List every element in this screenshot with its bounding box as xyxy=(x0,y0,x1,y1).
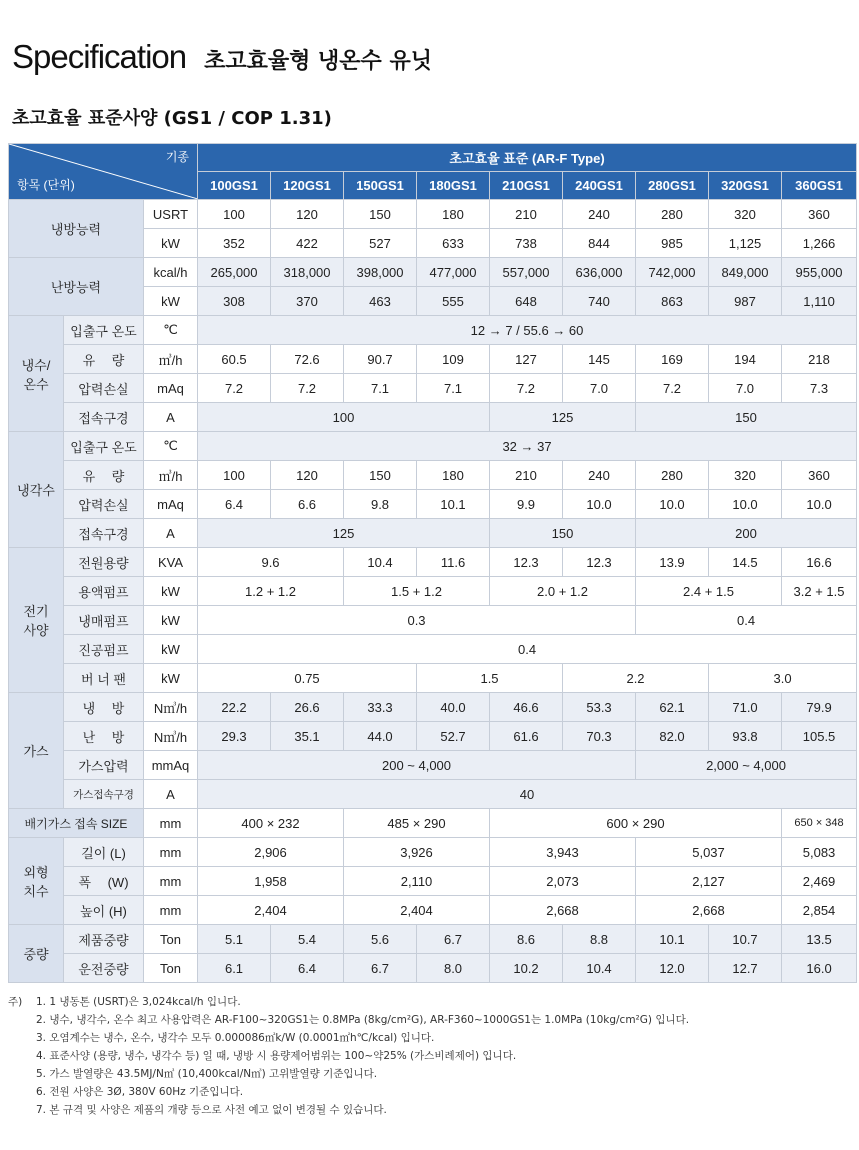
value-cell: 7.2 xyxy=(636,374,709,403)
value-cell: 82.0 xyxy=(636,722,709,751)
value-cell: 35.1 xyxy=(271,722,344,751)
item-label: 운전중량 xyxy=(64,954,144,983)
value-cell: 150 xyxy=(344,461,417,490)
value-cell: 360 xyxy=(782,461,857,490)
model-header: 280GS1 xyxy=(636,172,709,200)
notes-label: 주) xyxy=(8,996,23,1008)
value-cell: 53.3 xyxy=(563,693,636,722)
value-cell: 318,000 xyxy=(271,258,344,287)
item-label: 용액펌프 xyxy=(64,577,144,606)
value-cell: 150 xyxy=(344,200,417,229)
title-english: Specification xyxy=(12,38,187,75)
value-cell: 308 xyxy=(198,287,271,316)
unit-cell: kW xyxy=(144,606,198,635)
category-dimensions: 외형 치수 xyxy=(9,838,64,925)
table-row xyxy=(9,693,857,722)
unit-cell: kcal/h xyxy=(144,258,198,287)
table-row xyxy=(9,838,857,867)
value-cell: 2,110 xyxy=(344,867,490,896)
value-cell: 600 × 290 xyxy=(490,809,782,838)
table-row xyxy=(9,925,857,954)
note-text: 7. 본 규격 및 사양은 제품의 개량 등으로 사전 예고 없이 변경될 수 있습니다. xyxy=(36,1104,387,1116)
note-text: 3. 오염계수는 냉수, 온수, 냉각수 모두 0.000086㎡k/W (0.0001㎡h℃/kcal) 입니다. xyxy=(36,1032,435,1044)
table-row xyxy=(9,954,857,983)
value-cell: 105.5 xyxy=(782,722,857,751)
table-row xyxy=(9,345,857,374)
value-cell: 6.4 xyxy=(198,490,271,519)
item-label: 냉매펌프 xyxy=(64,606,144,635)
value-cell: 2,469 xyxy=(782,867,857,896)
item-label: 유 량 xyxy=(64,461,144,490)
value-cell: 127 xyxy=(490,345,563,374)
value-cell: 10.2 xyxy=(490,954,563,983)
category-cooling-capacity: 냉방능력 xyxy=(9,200,144,258)
value-cell: 10.4 xyxy=(563,954,636,983)
value-cell: 194 xyxy=(709,345,782,374)
value-cell: 46.6 xyxy=(490,693,563,722)
value-cell: 6.7 xyxy=(417,925,490,954)
category-electric: 전기 사양 xyxy=(9,548,64,693)
value-cell: 120 xyxy=(271,200,344,229)
category-gas: 가스 xyxy=(9,693,64,809)
unit-cell: USRT xyxy=(144,200,198,229)
page-title xyxy=(12,38,432,76)
unit-cell: N㎥/h xyxy=(144,722,198,751)
value-cell: 100 xyxy=(198,200,271,229)
table-row xyxy=(9,548,857,577)
value-cell: 2,404 xyxy=(198,896,344,925)
value-cell: 145 xyxy=(563,345,636,374)
value-cell: 10.0 xyxy=(563,490,636,519)
value-cell: 7.3 xyxy=(782,374,857,403)
value-cell: 8.8 xyxy=(563,925,636,954)
value-cell: 0.75 xyxy=(198,664,417,693)
value-cell: 100 xyxy=(198,403,490,432)
value-cell: 5,083 xyxy=(782,838,857,867)
value-cell: 955,000 xyxy=(782,258,857,287)
title-korean: 초고효율형 냉온수 유닛 xyxy=(204,49,432,74)
model-header: 360GS1 xyxy=(782,172,857,200)
value-cell: 738 xyxy=(490,229,563,258)
item-header-label: 항목 (단위) xyxy=(17,178,75,192)
note-item xyxy=(8,1065,689,1083)
category-cooling-water: 냉각수 xyxy=(9,432,64,548)
value-cell: 5.6 xyxy=(344,925,417,954)
unit-cell: ㎥/h xyxy=(144,461,198,490)
item-label: 높이 (H) xyxy=(64,896,144,925)
note-text: 4. 표준사양 (용량, 냉수, 냉각수 등) 일 때, 냉방 시 용량제어범위는 100~약25% (가스비례제어) 입니다. xyxy=(36,1050,517,1062)
item-label: 압력손실 xyxy=(64,374,144,403)
value-cell: 370 xyxy=(271,287,344,316)
header-corner xyxy=(9,144,198,200)
unit-cell: kW xyxy=(144,664,198,693)
value-cell: 40.0 xyxy=(417,693,490,722)
table-row xyxy=(9,867,857,896)
value-cell: 2,127 xyxy=(636,867,782,896)
category-heating-capacity: 난방능력 xyxy=(9,258,144,316)
value-cell: 2,000 ~ 4,000 xyxy=(636,751,857,780)
value-cell: 12 → 7 / 55.6 → 60 xyxy=(198,316,857,345)
value-cell: 93.8 xyxy=(709,722,782,751)
value-cell: 7.2 xyxy=(198,374,271,403)
value-cell: 100 xyxy=(198,461,271,490)
value-cell: 633 xyxy=(417,229,490,258)
item-label: 접속구경 xyxy=(64,403,144,432)
value-cell: 33.3 xyxy=(344,693,417,722)
note-item xyxy=(8,1083,689,1101)
table-row xyxy=(9,577,857,606)
model-header: 150GS1 xyxy=(344,172,417,200)
value-cell: 849,000 xyxy=(709,258,782,287)
value-cell: 169 xyxy=(636,345,709,374)
value-cell: 22.2 xyxy=(198,693,271,722)
model-header: 240GS1 xyxy=(563,172,636,200)
value-cell: 2,073 xyxy=(490,867,636,896)
value-cell: 61.6 xyxy=(490,722,563,751)
item-label: 압력손실 xyxy=(64,490,144,519)
note-text: 1. 1 냉동톤 (USRT)은 3,024kcal/h 입니다. xyxy=(36,996,241,1008)
value-cell: 844 xyxy=(563,229,636,258)
value-cell: 1.2 + 1.2 xyxy=(198,577,344,606)
value-cell: 10.4 xyxy=(344,548,417,577)
unit-cell: A xyxy=(144,519,198,548)
value-cell: 463 xyxy=(344,287,417,316)
value-cell: 109 xyxy=(417,345,490,374)
note-text: 2. 냉수, 냉각수, 온수 최고 사용압력은 AR-F100~320GS1는 0.8MPa (8kg/cm²G), AR-F360~1000GS1는 1.0MPa (10kg/cm²G) 입니다. xyxy=(36,1014,690,1026)
note-item xyxy=(8,1101,689,1119)
item-label: 버 너 팬 xyxy=(64,664,144,693)
value-cell: 555 xyxy=(417,287,490,316)
table-row xyxy=(9,809,857,838)
model-header: 180GS1 xyxy=(417,172,490,200)
value-cell: 1,266 xyxy=(782,229,857,258)
value-cell: 742,000 xyxy=(636,258,709,287)
value-cell: 150 xyxy=(490,519,636,548)
value-cell: 32 → 37 xyxy=(198,432,857,461)
value-cell: 527 xyxy=(344,229,417,258)
value-cell: 2,854 xyxy=(782,896,857,925)
value-cell: 210 xyxy=(490,461,563,490)
value-cell: 16.0 xyxy=(782,954,857,983)
value-cell: 6.1 xyxy=(198,954,271,983)
value-cell: 650 × 348 xyxy=(782,809,857,838)
note-text: 6. 전원 사양은 3Ø, 380V 60Hz 기준입니다. xyxy=(36,1086,244,1098)
value-cell: 5,037 xyxy=(636,838,782,867)
value-cell: 477,000 xyxy=(417,258,490,287)
value-cell: 0.4 xyxy=(636,606,857,635)
value-cell: 10.1 xyxy=(636,925,709,954)
spec-table xyxy=(8,143,857,983)
item-label: 길이 (L) xyxy=(64,838,144,867)
table-row xyxy=(9,258,857,287)
unit-cell: kW xyxy=(144,577,198,606)
item-label: 접속구경 xyxy=(64,519,144,548)
value-cell: 352 xyxy=(198,229,271,258)
unit-cell: N㎥/h xyxy=(144,693,198,722)
table-row xyxy=(9,606,857,635)
value-cell: 7.1 xyxy=(344,374,417,403)
item-label: 가스접속구경 xyxy=(64,780,144,809)
value-cell: 70.3 xyxy=(563,722,636,751)
group-header: 초고효율 표준 (AR-F Type) xyxy=(198,144,857,172)
value-cell: 120 xyxy=(271,461,344,490)
table-row xyxy=(9,490,857,519)
unit-cell: KVA xyxy=(144,548,198,577)
value-cell: 398,000 xyxy=(344,258,417,287)
category-chilled-water: 냉수/ 온수 xyxy=(9,316,64,432)
value-cell: 125 xyxy=(198,519,490,548)
value-cell: 400 × 232 xyxy=(198,809,344,838)
value-cell: 40 xyxy=(198,780,857,809)
category-exhaust: 배기가스 접속 SIZE xyxy=(9,809,144,838)
value-cell: 485 × 290 xyxy=(344,809,490,838)
value-cell: 9.9 xyxy=(490,490,563,519)
value-cell: 265,000 xyxy=(198,258,271,287)
item-label: 입출구 온도 xyxy=(64,316,144,345)
table-row xyxy=(9,635,857,664)
item-label: 가스압력 xyxy=(64,751,144,780)
value-cell: 422 xyxy=(271,229,344,258)
value-cell: 71.0 xyxy=(709,693,782,722)
model-header: 320GS1 xyxy=(709,172,782,200)
value-cell: 62.1 xyxy=(636,693,709,722)
value-cell: 240 xyxy=(563,200,636,229)
unit-cell: Ton xyxy=(144,925,198,954)
value-cell: 180 xyxy=(417,461,490,490)
value-cell: 3.0 xyxy=(709,664,857,693)
unit-cell: ㎥/h xyxy=(144,345,198,374)
value-cell: 9.8 xyxy=(344,490,417,519)
value-cell: 648 xyxy=(490,287,563,316)
unit-cell: kW xyxy=(144,635,198,664)
value-cell: 2,668 xyxy=(490,896,636,925)
value-cell: 12.0 xyxy=(636,954,709,983)
value-cell: 2,906 xyxy=(198,838,344,867)
category-weight: 중량 xyxy=(9,925,64,983)
table-row xyxy=(9,722,857,751)
value-cell: 9.6 xyxy=(198,548,344,577)
value-cell: 12.3 xyxy=(490,548,563,577)
value-cell: 280 xyxy=(636,200,709,229)
value-cell: 0.3 xyxy=(198,606,636,635)
value-cell: 1,110 xyxy=(782,287,857,316)
item-label: 전원용량 xyxy=(64,548,144,577)
value-cell: 13.5 xyxy=(782,925,857,954)
value-cell: 280 xyxy=(636,461,709,490)
table-row xyxy=(9,374,857,403)
unit-cell: mm xyxy=(144,867,198,896)
table-row xyxy=(9,461,857,490)
value-cell: 3,943 xyxy=(490,838,636,867)
value-cell: 6.4 xyxy=(271,954,344,983)
value-cell: 52.7 xyxy=(417,722,490,751)
value-cell: 26.6 xyxy=(271,693,344,722)
table-row xyxy=(9,896,857,925)
value-cell: 12.3 xyxy=(563,548,636,577)
value-cell: 200 xyxy=(636,519,857,548)
value-cell: 200 ~ 4,000 xyxy=(198,751,636,780)
value-cell: 10.0 xyxy=(636,490,709,519)
value-cell: 218 xyxy=(782,345,857,374)
model-header: 210GS1 xyxy=(490,172,563,200)
table-row xyxy=(9,432,857,461)
value-cell: 6.7 xyxy=(344,954,417,983)
note-item xyxy=(8,993,689,1011)
value-cell: 11.6 xyxy=(417,548,490,577)
value-cell: 79.9 xyxy=(782,693,857,722)
item-label: 입출구 온도 xyxy=(64,432,144,461)
value-cell: 44.0 xyxy=(344,722,417,751)
section-subtitle: 초고효율 표준사양 (GS1 / COP 1.31) xyxy=(12,108,332,129)
value-cell: 12.7 xyxy=(709,954,782,983)
value-cell: 29.3 xyxy=(198,722,271,751)
value-cell: 210 xyxy=(490,200,563,229)
item-label: 유 량 xyxy=(64,345,144,374)
model-header: 120GS1 xyxy=(271,172,344,200)
value-cell: 60.5 xyxy=(198,345,271,374)
unit-cell: mm xyxy=(144,838,198,867)
value-cell: 2.2 xyxy=(563,664,709,693)
note-item xyxy=(8,1047,689,1065)
value-cell: 636,000 xyxy=(563,258,636,287)
value-cell: 320 xyxy=(709,200,782,229)
value-cell: 2.4 + 1.5 xyxy=(636,577,782,606)
item-label: 난 방 xyxy=(64,722,144,751)
item-label: 폭 (W) xyxy=(64,867,144,896)
unit-cell: ℃ xyxy=(144,432,198,461)
value-cell: 14.5 xyxy=(709,548,782,577)
value-cell: 16.6 xyxy=(782,548,857,577)
value-cell: 3.2 + 1.5 xyxy=(782,577,857,606)
model-header-label: 기종 xyxy=(165,150,190,164)
value-cell: 0.4 xyxy=(198,635,857,664)
item-label: 냉 방 xyxy=(64,693,144,722)
unit-cell: mm xyxy=(144,896,198,925)
value-cell: 557,000 xyxy=(490,258,563,287)
value-cell: 7.2 xyxy=(271,374,344,403)
value-cell: 240 xyxy=(563,461,636,490)
value-cell: 2,668 xyxy=(636,896,782,925)
value-cell: 863 xyxy=(636,287,709,316)
item-label: 제품중량 xyxy=(64,925,144,954)
unit-cell: kW xyxy=(144,287,198,316)
table-row xyxy=(9,751,857,780)
value-cell: 5.1 xyxy=(198,925,271,954)
note-text: 5. 가스 발열량은 43.5MJ/N㎥ (10,400kcal/N㎥) 고위발열량 기준입니다. xyxy=(36,1068,378,1080)
value-cell: 360 xyxy=(782,200,857,229)
value-cell: 5.4 xyxy=(271,925,344,954)
note-item xyxy=(8,1029,689,1047)
table-row xyxy=(9,664,857,693)
value-cell: 72.6 xyxy=(271,345,344,374)
unit-cell: mm xyxy=(144,809,198,838)
note-item xyxy=(8,1011,689,1029)
value-cell: 10.0 xyxy=(709,490,782,519)
value-cell: 8.6 xyxy=(490,925,563,954)
table-row xyxy=(9,200,857,229)
value-cell: 740 xyxy=(563,287,636,316)
value-cell: 7.0 xyxy=(563,374,636,403)
footnotes xyxy=(8,993,689,1119)
value-cell: 150 xyxy=(636,403,857,432)
value-cell: 987 xyxy=(709,287,782,316)
table-row xyxy=(9,519,857,548)
unit-cell: A xyxy=(144,780,198,809)
value-cell: 180 xyxy=(417,200,490,229)
value-cell: 7.0 xyxy=(709,374,782,403)
unit-cell: mAq xyxy=(144,374,198,403)
value-cell: 1.5 xyxy=(417,664,563,693)
value-cell: 2.0 + 1.2 xyxy=(490,577,636,606)
value-cell: 8.0 xyxy=(417,954,490,983)
table-row xyxy=(9,316,857,345)
value-cell: 7.2 xyxy=(490,374,563,403)
model-header: 100GS1 xyxy=(198,172,271,200)
value-cell: 6.6 xyxy=(271,490,344,519)
value-cell: 10.7 xyxy=(709,925,782,954)
value-cell: 13.9 xyxy=(636,548,709,577)
value-cell: 1,958 xyxy=(198,867,344,896)
unit-cell: mmAq xyxy=(144,751,198,780)
value-cell: 10.1 xyxy=(417,490,490,519)
value-cell: 125 xyxy=(490,403,636,432)
value-cell: 3,926 xyxy=(344,838,490,867)
unit-cell: kW xyxy=(144,229,198,258)
value-cell: 10.0 xyxy=(782,490,857,519)
table-row xyxy=(9,403,857,432)
value-cell: 2,404 xyxy=(344,896,490,925)
unit-cell: mAq xyxy=(144,490,198,519)
value-cell: 7.1 xyxy=(417,374,490,403)
unit-cell: Ton xyxy=(144,954,198,983)
table-row xyxy=(9,780,857,809)
value-cell: 1,125 xyxy=(709,229,782,258)
value-cell: 985 xyxy=(636,229,709,258)
value-cell: 1.5 + 1.2 xyxy=(344,577,490,606)
unit-cell: ℃ xyxy=(144,316,198,345)
value-cell: 90.7 xyxy=(344,345,417,374)
unit-cell: A xyxy=(144,403,198,432)
item-label: 진공펌프 xyxy=(64,635,144,664)
value-cell: 320 xyxy=(709,461,782,490)
